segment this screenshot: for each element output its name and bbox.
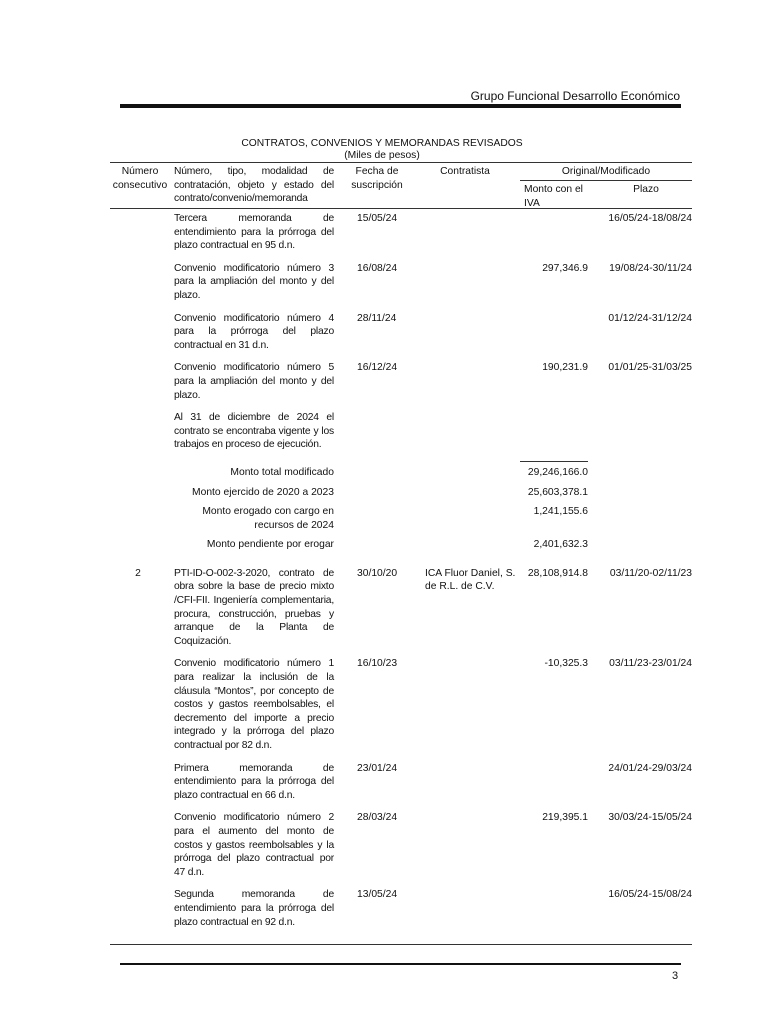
row-date: 28/11/24 [357, 312, 397, 324]
row-term: 24/01/24-29/03/24 [608, 762, 692, 774]
col-header-term: Plazo [633, 184, 659, 195]
row-contractor [425, 411, 520, 452]
row-date: 23/01/24 [357, 762, 398, 774]
row-num [110, 762, 166, 803]
row-date [357, 411, 425, 452]
row-contractor [425, 811, 520, 879]
row-term: 01/12/24-31/12/24 [608, 312, 692, 324]
row-num [110, 811, 166, 879]
summary-value: 2,401,632.3 [533, 539, 588, 551]
table-row [110, 811, 692, 888]
row-contractor [425, 657, 520, 752]
row-contractor [425, 762, 520, 803]
row-term [588, 411, 692, 452]
row-num [110, 262, 166, 303]
row-amount [520, 888, 588, 929]
row-num [110, 888, 166, 929]
row-amount: 190,231.9 [542, 362, 588, 374]
summary-value: 25,603,378.1 [527, 486, 588, 498]
table-row [110, 262, 692, 312]
col-header-date: Fecha de suscripción [351, 166, 403, 191]
header-org: Grupo Funcional Desarrollo Económico [470, 89, 680, 103]
row-contractor [425, 262, 520, 303]
table-top-rule [110, 162, 692, 163]
table-body [110, 212, 692, 945]
row-contractor [425, 212, 520, 253]
row-date: 13/05/24 [357, 889, 398, 901]
summary-row [110, 486, 692, 506]
row-date: 16/12/24 [357, 362, 398, 374]
page-number: 3 [672, 970, 679, 982]
summary-row [110, 505, 692, 538]
col-header-desc: Número, tipo, modalidad de contratación, objeto y estado del contrato/convenio/memoranda [174, 166, 334, 205]
row-amount: 28,108,914.8 [527, 567, 588, 579]
table-title: CONTRATOS, CONVENIOS Y MEMORANDAS REVISADOS [241, 138, 523, 149]
row-amount [520, 312, 588, 353]
row-term: 30/03/24-15/05/24 [608, 812, 692, 824]
row-desc: Convenio modificatorio número 1 para realizar la inclusión de la cláusula “Montos”, por concepto de costos y gastos reembolsables, el decremento del importe a precio integrado y la prórroga del plazo contractual por 82 d.n. [174, 658, 334, 751]
header-rule [120, 104, 681, 108]
footer-rule [120, 963, 681, 965]
row-desc: Tercera memoranda de entendimiento para la prórroga del plazo contractual en 95 d.n. [174, 213, 334, 252]
table-row [110, 567, 692, 658]
row-contractor [425, 361, 520, 402]
row-desc: Convenio modificatorio número 2 para el aumento del monto de costos y gastos reembolsables y la prórroga del plazo contractual por 47 d.n. [174, 812, 334, 878]
table-row [110, 762, 692, 812]
summary-label: Monto total modificado [230, 466, 334, 478]
row-amount: -10,325.3 [544, 658, 588, 670]
row-contractor [425, 888, 520, 929]
summary-value: 29,246,166.0 [520, 461, 588, 480]
col-header-contractor: Contratista [440, 166, 490, 177]
row-contractor: ICA Fluor Daniel, S. de R.L. de C.V. [425, 567, 516, 593]
summary-label: Monto erogado con cargo en recursos de 2024 [202, 506, 334, 531]
row-contractor [425, 312, 520, 353]
row-term: 01/01/25-31/03/25 [608, 362, 692, 374]
table-row [110, 312, 692, 362]
row-term: 03/11/20-02/11/23 [609, 567, 692, 579]
row-date: 28/03/24 [357, 812, 398, 824]
row-num [110, 361, 166, 402]
row-desc: PTI-ID-O-002-3-2020, contrato de obra sobre la base de precio mixto /CFI-FII. Ingeniería complementaria, procura, construcción, pruebas y arranque de la Planta de Coquización. [174, 567, 334, 647]
table-row [110, 411, 692, 461]
summary-label: Monto ejercido de 2020 a 2023 [192, 486, 334, 498]
row-amount: 297,346.9 [542, 262, 588, 274]
row-desc: Convenio modificatorio número 5 para la ampliación del monto y del plazo. [174, 362, 334, 401]
col-header-amount: Monto con el IVA [524, 184, 583, 209]
row-amount [520, 212, 588, 253]
row-desc: Convenio modificatorio número 3 para la ampliación del monto y del plazo. [174, 262, 334, 301]
summary-value: 1,241,155.6 [533, 506, 588, 518]
row-num: 2 [135, 567, 141, 579]
row-num [110, 411, 166, 452]
row-date: 15/05/24 [357, 213, 398, 224]
row-date: 16/10/23 [357, 658, 398, 670]
row-num [110, 657, 166, 752]
summary-label: Monto pendiente por erogar [206, 539, 334, 551]
table-row [110, 657, 692, 761]
col-header-group: Original/Modificado [561, 166, 651, 177]
table-row [110, 212, 692, 262]
summary-row [110, 461, 692, 486]
row-term: 16/05/24-18/08/24 [608, 213, 692, 224]
row-date: 30/10/20 [357, 567, 398, 579]
row-amount [520, 411, 588, 452]
row-term: 16/05/24-15/08/24 [608, 889, 692, 901]
table-row [110, 888, 692, 938]
row-num [110, 312, 166, 353]
col-header-num: Número consecutivo [112, 166, 168, 191]
header-bottom-rule [110, 208, 692, 209]
row-desc: Segunda memoranda de entendimiento para la prórroga del plazo contractual en 92 d.n. [174, 889, 334, 928]
group-rule [520, 180, 692, 181]
row-term: 19/08/24-30/11/24 [609, 262, 692, 274]
row-desc: Convenio modificatorio número 4 para la prórroga del plazo contractual en 31 d.n. [174, 312, 334, 351]
table-row [110, 361, 692, 411]
row-desc: Al 31 de diciembre de 2024 el contrato se encontraba vigente y los trabajos en proceso de ejecución. [174, 412, 334, 451]
summary-row [110, 538, 692, 567]
row-amount: 219,395.1 [542, 812, 588, 824]
row-num [110, 212, 166, 253]
row-amount [520, 762, 588, 803]
row-date: 16/08/24 [357, 262, 398, 274]
table-subtitle: (Miles de pesos) [344, 150, 420, 161]
row-term: 03/11/23-23/01/24 [609, 658, 692, 670]
row-desc: Primera memoranda de entendimiento para la prórroga del plazo contractual en 66 d.n. [174, 762, 334, 801]
